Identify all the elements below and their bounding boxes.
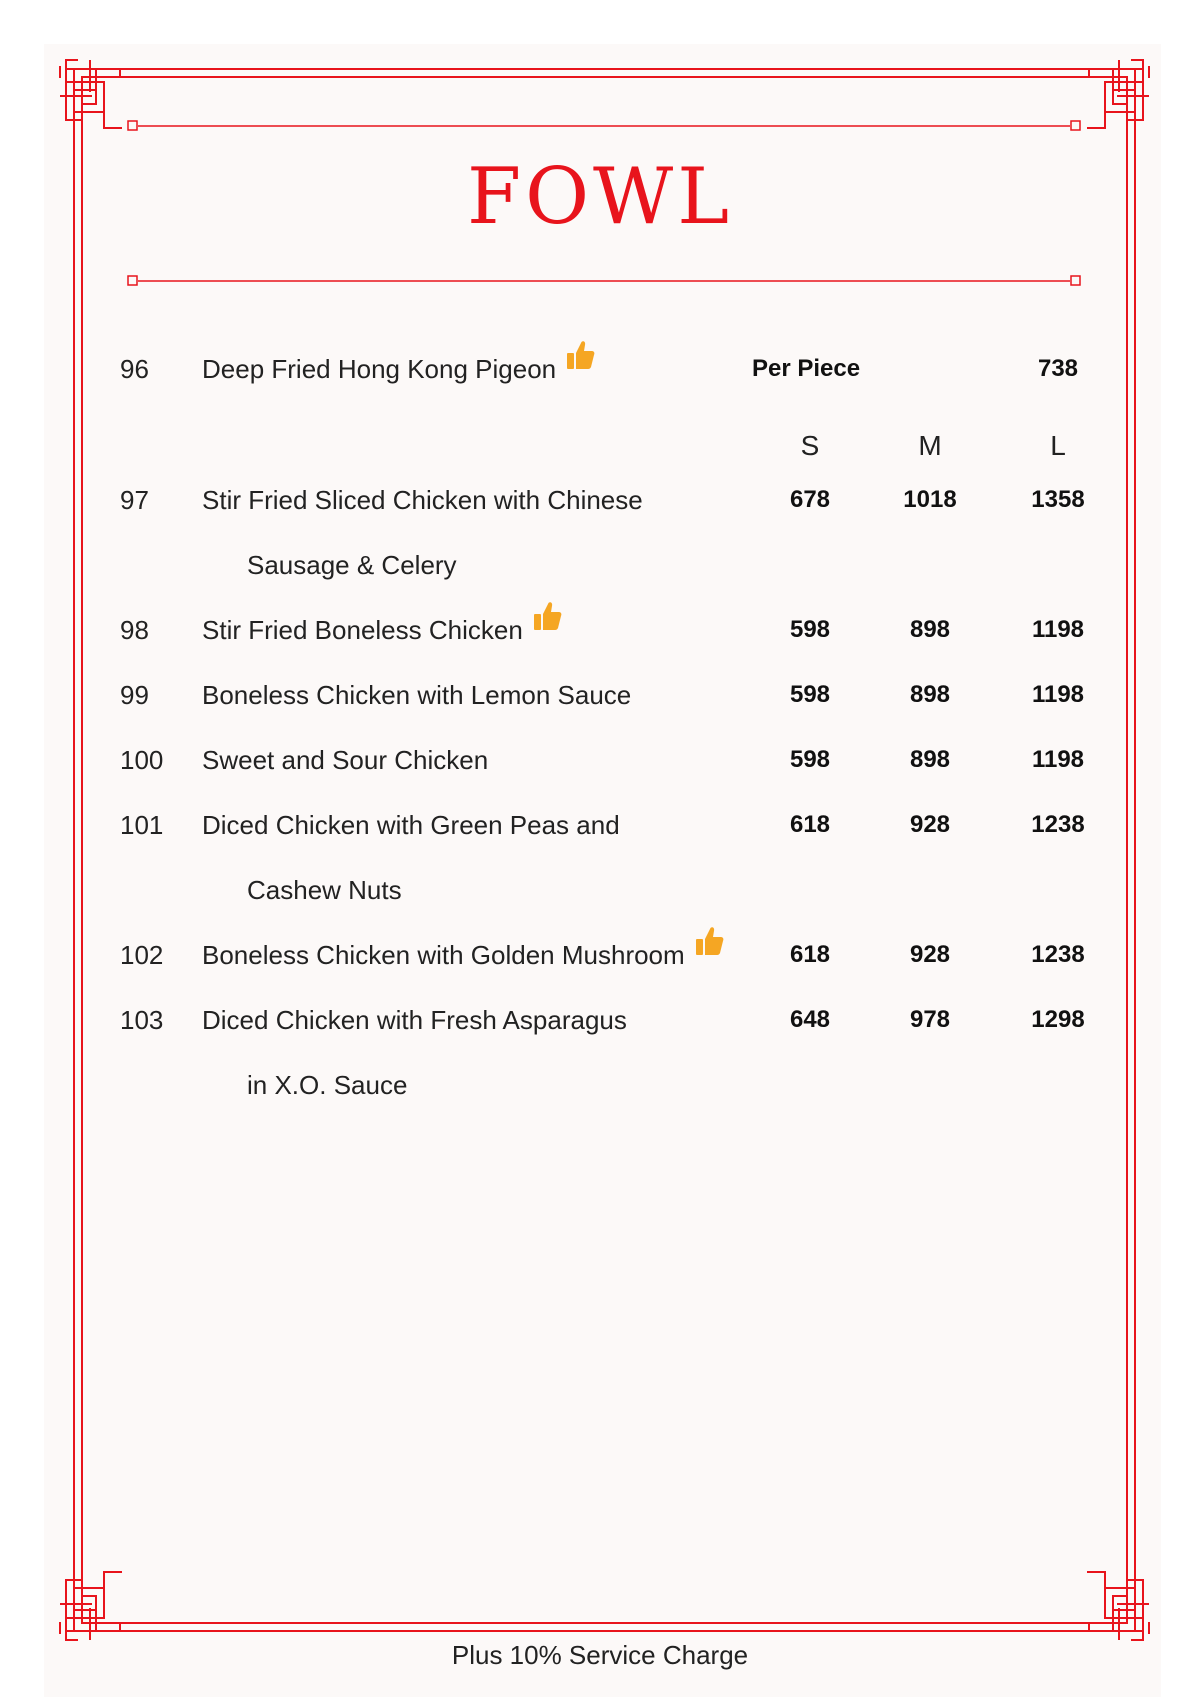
price-small: 618	[789, 811, 831, 838]
price-small: 678	[789, 486, 831, 513]
menu-item-103	[0, 998, 1200, 1042]
menu-item-97	[0, 478, 1200, 522]
item-number: 101	[120, 810, 164, 840]
menu-item-100	[0, 738, 1200, 782]
item-name-continued: Cashew Nuts	[247, 875, 402, 905]
item-name: Deep Fried Hong Kong Pigeon	[202, 347, 596, 391]
menu-item-101-continued	[0, 868, 1200, 912]
item-name-continued: Sausage & Celery	[247, 550, 457, 580]
item-number: 103	[120, 1005, 164, 1035]
size-header-row	[0, 424, 1200, 468]
price-large: 1238	[1031, 811, 1085, 838]
menu-item-98	[0, 608, 1200, 652]
price-small: 598	[789, 681, 831, 708]
size-header-l: L	[1050, 430, 1066, 461]
price-large: 1298	[1031, 1006, 1085, 1033]
thumbs-up-icon	[566, 339, 596, 371]
item-number: 100	[120, 745, 164, 775]
price-medium: 928	[909, 941, 951, 968]
service-charge-note: Plus 10% Service Charge	[451, 1640, 749, 1670]
menu-item-97-continued	[0, 543, 1200, 587]
item-name: Diced Chicken with Fresh Asparagus	[202, 1005, 627, 1035]
thumbs-up-icon	[533, 600, 563, 632]
price-small: 618	[789, 941, 831, 968]
item-name: Sweet and Sour Chicken	[202, 745, 489, 775]
price-small: 648	[789, 1006, 831, 1033]
price-medium: 978	[909, 1006, 951, 1033]
item-name: Diced Chicken with Green Peas and	[202, 810, 620, 840]
menu-item-96	[0, 347, 1200, 391]
price-medium: 898	[909, 681, 951, 708]
price-small: 598	[789, 616, 831, 643]
item-name-continued: in X.O. Sauce	[247, 1070, 408, 1100]
thumbs-up-icon	[695, 925, 725, 957]
item-number: 97	[120, 485, 149, 515]
item-number: 102	[120, 940, 164, 970]
size-header-m: M	[918, 430, 942, 461]
page-title: FOWL	[466, 152, 734, 242]
price-large: 1198	[1031, 746, 1085, 773]
menu-item-99	[0, 673, 1200, 717]
item-name: Stir Fried Sliced Chicken with Chinese	[202, 485, 643, 515]
price-medium: 898	[909, 746, 951, 773]
price-small: 598	[789, 746, 831, 773]
menu-item-102	[0, 933, 1200, 977]
price-medium: 1018	[903, 486, 957, 513]
item-name: Stir Fried Boneless Chicken	[202, 608, 563, 652]
item-number: 99	[120, 680, 149, 710]
price-large: 1198	[1031, 681, 1085, 708]
item-name: Boneless Chicken with Lemon Sauce	[202, 680, 632, 710]
item-number: 98	[120, 615, 149, 645]
size-header-s: S	[800, 430, 820, 461]
price-medium: 898	[909, 616, 951, 643]
price-medium: 928	[909, 811, 951, 838]
price: 738	[1037, 355, 1079, 382]
menu-item-101	[0, 803, 1200, 847]
item-number: 96	[120, 354, 149, 384]
price-large: 1238	[1031, 941, 1085, 968]
price-large: 1358	[1031, 486, 1085, 513]
unit-label: Per Piece	[752, 355, 861, 382]
item-name: Boneless Chicken with Golden Mushroom	[202, 933, 725, 977]
menu-item-103-continued	[0, 1063, 1200, 1107]
price-large: 1198	[1031, 616, 1085, 643]
